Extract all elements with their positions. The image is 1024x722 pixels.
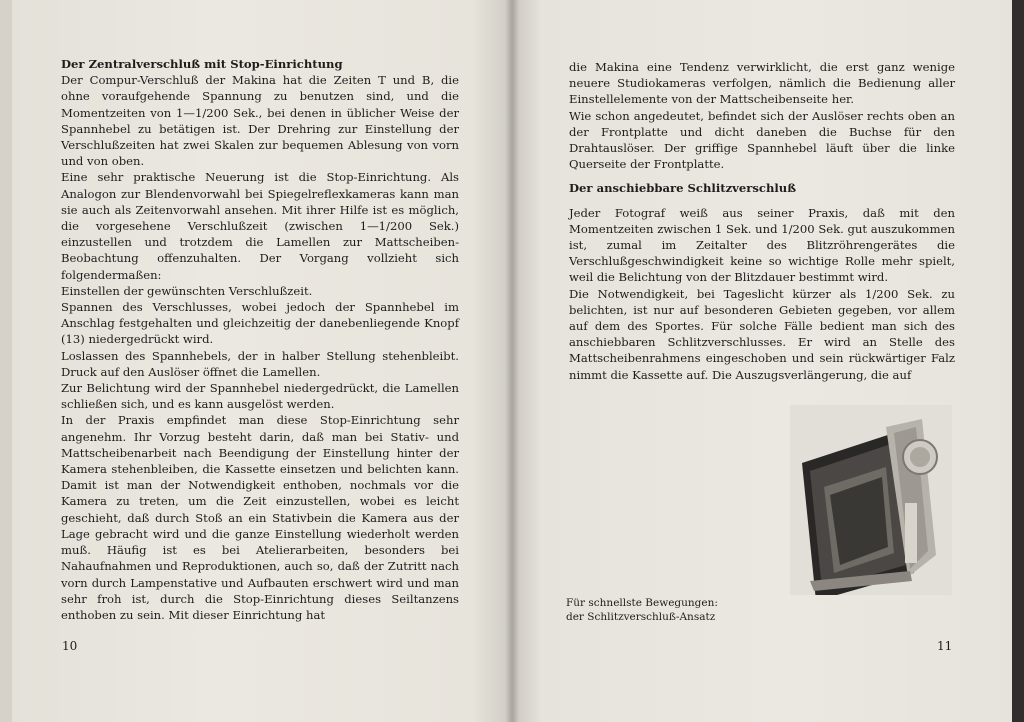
paragraph: Spannen des Verschlusses, wobei jedoch der Spannhebel im Anschlag festgehalten und gleichzeitig der danebenliegende Knopf (13) niedergedrückt wird. [61,300,459,347]
right-text-column [569,59,955,383]
right-page [512,0,1012,722]
page-stack-edge-left [0,0,12,722]
paragraph: die Makina eine Tendenz verwirklicht, die erst ganz wenige neuere Studiokameras verfolgen, nämlich die Bedienung aller Einstellelemente von der Mattscheibenseite her. [569,60,955,107]
caption-line-1: Für schnellste Bewegungen: [566,597,718,609]
book-gutter [505,0,519,722]
left-page [12,0,512,722]
paragraph: Die Notwendigkeit, bei Tageslicht kürzer als 1/200 Sek. zu belichten, ist nur auf besonderen Gebieten gegeben, vor allem auf dem des Sportes. Für solche Fälle bedient man sich des anschiebbaren Schlitzverschlusses. Er wird an Stelle des Mattscheibenrahmens eingeschoben und sein rückwärtiger Falz nimmt die Kassette auf. Die Auszugsverlängerung, die auf [569,286,955,382]
section-heading-schlitzverschluss: Der anschiebbare Schlitzverschluß [569,181,797,196]
paragraph: Eine sehr praktische Neuerung ist die Stop-Einrichtung. Als Analogon zur Blendenvorwahl bei Spiegelreflexkameras kann man sie auch als Zeitenvorwahl ansehen. Mit ihrer Hilfe ist es möglich, die vorgesehene Verschlußzeit (zwischen 1—1/200 Sek.) einzustellen und trotzdem die Lamellen zur Mattscheiben-Beobachtung offenzuhalten. Der Vorgang vollzieht sich folgendermaßen: [61,170,459,282]
paragraph: Einstellen der gewünschten Verschlußzeit. [61,283,313,298]
focal-plane-shutter-photo [790,405,952,595]
page-number-left: 10 [62,639,78,653]
photo-caption [566,596,718,624]
paragraph: Zur Belichtung wird der Spannhebel niedergedrückt, die Lamellen schließen sich, und es kann ausgelöst werden. [61,381,459,412]
paragraph: Loslassen des Spannhebels, der in halber Stellung stehenbleibt. Druck auf den Auslöser öffnet die Lamellen. [61,348,459,379]
caption-line-2: der Schlitzverschluß-Ansatz [566,611,716,623]
paragraph: Der Compur-Verschluß der Makina hat die Zeiten T und B, die ohne voraufgehende Spannung zu benutzen sind, und die Momentzeiten von 1—1/200 Sek., bei denen in üblicher Weise der Spannhebel zu betätigen ist. Der Drehring zur Einstellung der Verschlußzeiten hat zwei Skalen zur bequemen Ablesung von vorn und von oben. [61,73,459,169]
background-edge-right [1012,0,1024,722]
paragraph: Wie schon angedeutet, befindet sich der Auslöser rechts oben an der Frontplatte und dicht daneben die Buchse für den Drahtauslöser. Der griffige Spannhebel läuft über die linke Querseite der Frontplatte. [569,108,955,172]
paragraph: In der Praxis empfindet man diese Stop-Einrichtung sehr angenehm. Ihr Vorzug besteht darin, daß man bei Stativ- und Mattscheibenarbeit nach Beendigung der Einstellung hinter der Kamera stehenbleiben, die Kassette einsetzen und belichten kann. Damit ist man der Notwendigkeit enthoben, nochmals vor die Kamera zu treten, um die Zeit einzustellen, wobei es leicht geschieht, daß durch Stoß an ein Stativbein die Kamera aus der Lage gebracht wird und die ganze Einstellung wiederholt werden muß. Häufig ist es bei Atelierarbeiten, besonders bei Nahaufnahmen und Reproduktionen, auch so, daß der Zutritt nach vorn durch Lampenstative und Aufbauten erschwert wird und man sehr froh ist, durch die Stop-Einrichtung dieses Seiltanzens enthoben zu sein. Mit dieser Einrichtung hat [61,413,459,622]
spacer [569,172,955,180]
section-heading-zentralverschluss: Der Zentralverschluß mit Stop-Einrichtung [61,57,343,71]
page-number-right: 11 [937,639,953,653]
spacer [569,197,955,205]
left-text-column [61,56,459,623]
paragraph: Jeder Fotograf weiß aus seiner Praxis, daß mit den Momentzeiten zwischen 1 Sek. und 1/200 Sek. gut auszukommen ist, zumal im Zeitalter des Blitzröhrengerätes die Verschlußgeschwindigkeit keine so wichtige Rolle mehr spielt, weil die Belichtung von der Blitzdauer bestimmt wird. [569,205,955,285]
